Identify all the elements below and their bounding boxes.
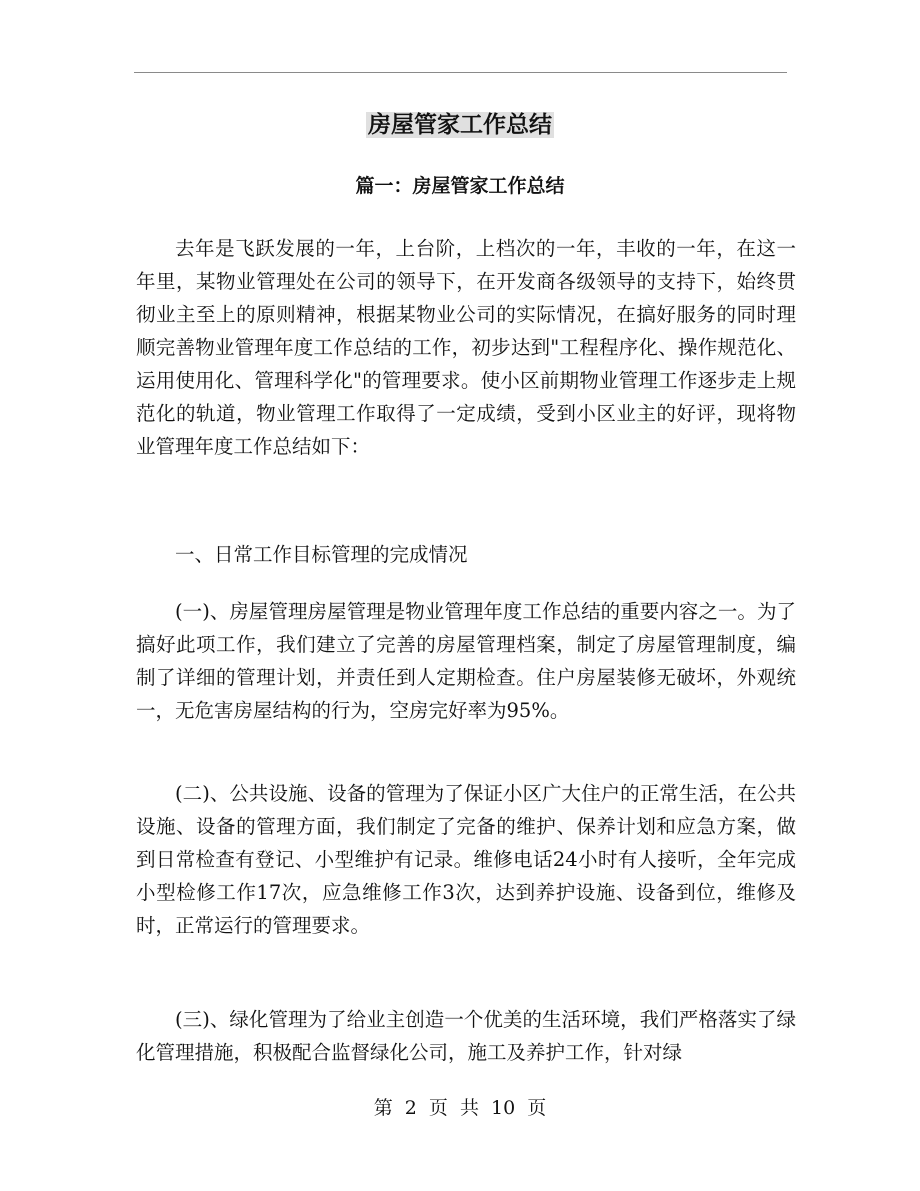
header-rule: [134, 72, 787, 73]
section-heading: 篇一：房屋管家工作总结: [355, 175, 565, 197]
document-title: [0, 108, 920, 142]
paragraph-facilities: (二)、公共设施、设备的管理为了保证小区广大住户的正常生活，在公共设施、设备的管理方面，我们制定了完备的维护、保养计划和应急方案，做到日常检查有登记、小型维护有记录。维修电话24小时有人接听，全年完成小型检修工作17次，应急维修工作3次，达到养护设施、设备到位，维修及时，正常运行的管理要求。: [136, 782, 796, 937]
paragraph-intro: 去年是飞跃发展的一年，上台阶，上档次的一年，丰收的一年，在这一年里，某物业管理处在公司的领导下，在开发商各级领导的支持下，始终贯彻业主至上的原则精神，根据某物业公司的实际情况，在搞好服务的同时理顺完善物业管理年度工作总结的工作，初步达到"工程程序化、操作规范化、运用使用化、管理科学化"的管理要求。使小区前期物业管理工作逐步走上规范化的轨道，物业管理工作取得了一定成绩，受到小区业主的好评，现将物业管理年度工作总结如下：: [136, 237, 796, 458]
document-title-text: 房屋管家工作总结: [368, 112, 552, 138]
page-footer: 第 2 页 共 10 页: [373, 1097, 547, 1119]
paragraph-greening: (三)、绿化管理为了给业主创造一个优美的生活环境，我们严格落实了绿化管理措施，积极配合监督绿化公司，施工及养护工作，针对绿: [136, 1008, 796, 1064]
paragraph-house-management: (一)、房屋管理房屋管理是物业管理年度工作总结的重要内容之一。为了搞好此项工作，我们建立了完善的房屋管理档案，制定了房屋管理制度，编制了详细的管理计划，并责任到人定期检查。住户房屋装修无破坏，外观统一，无危害房屋结构的行为，空房完好率为95%。: [136, 600, 796, 722]
paragraph-heading-1: 一、日常工作目标管理的完成情况: [175, 543, 468, 566]
